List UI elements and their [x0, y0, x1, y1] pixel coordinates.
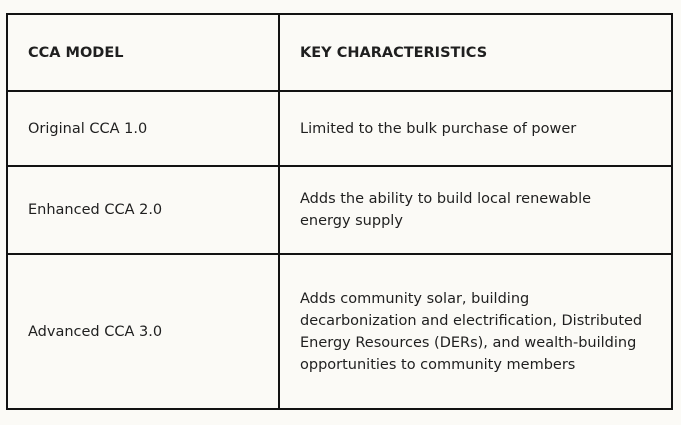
- table-row: [7, 91, 672, 166]
- header-key-characteristics: KEY CHARACTERISTICS: [279, 14, 672, 91]
- header-cca-model: CCA MODEL: [7, 14, 279, 91]
- cell-model: Original CCA 1.0: [7, 91, 279, 166]
- cca-models-table-container: [6, 13, 671, 408]
- cell-characteristics: Limited to the bulk purchase of power: [279, 91, 672, 166]
- cell-characteristics: Adds the ability to build local renewable energy supply: [279, 166, 672, 254]
- cell-model: Advanced CCA 3.0: [7, 254, 279, 409]
- table-row: [7, 254, 672, 409]
- cell-model: Enhanced CCA 2.0: [7, 166, 279, 254]
- cca-models-table: [6, 13, 673, 410]
- table-row: [7, 166, 672, 254]
- cell-characteristics: Adds community solar, building decarbonization and electrification, Distributed Energy Resources (DERs), and wealth-building opportunities to community members: [279, 254, 672, 409]
- table-header-row: [7, 14, 672, 91]
